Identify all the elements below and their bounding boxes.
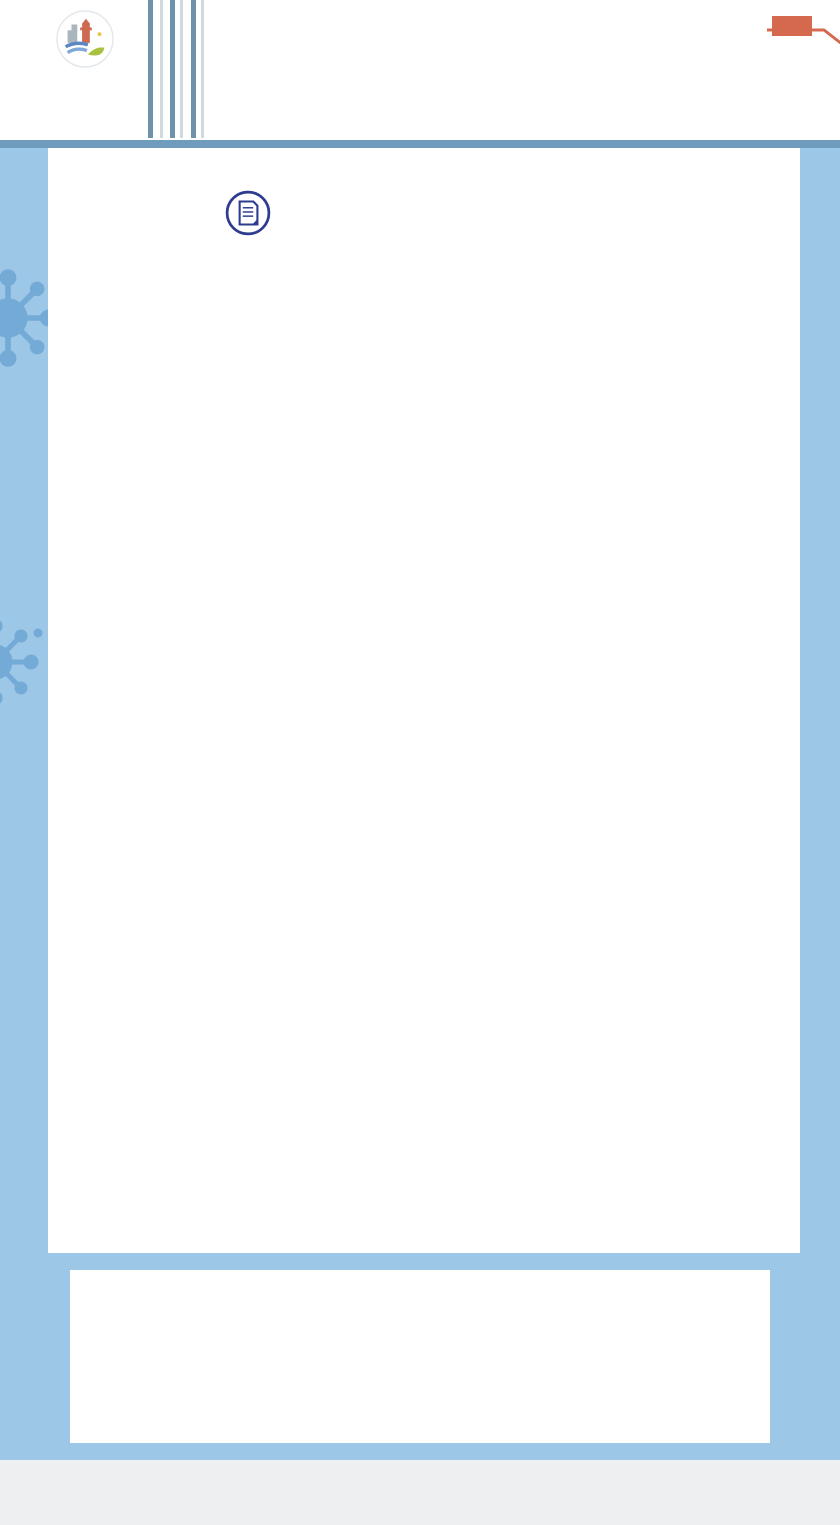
header-divider (0, 140, 840, 148)
virus-decoration-icon (0, 612, 45, 712)
agglo-logo-block (22, 10, 147, 76)
main-card (48, 148, 800, 1253)
attestation-block (225, 190, 800, 236)
vertical-stripes-decoration (148, 0, 204, 138)
bottom-bar (0, 1460, 840, 1525)
agglo-logo (56, 10, 114, 68)
masthead (762, 16, 812, 58)
a-suivre-box (70, 1270, 770, 1443)
footer-band (0, 1253, 840, 1460)
header (0, 0, 840, 140)
attestation-document-icon (225, 190, 271, 236)
speech-underline-icon (766, 28, 840, 48)
